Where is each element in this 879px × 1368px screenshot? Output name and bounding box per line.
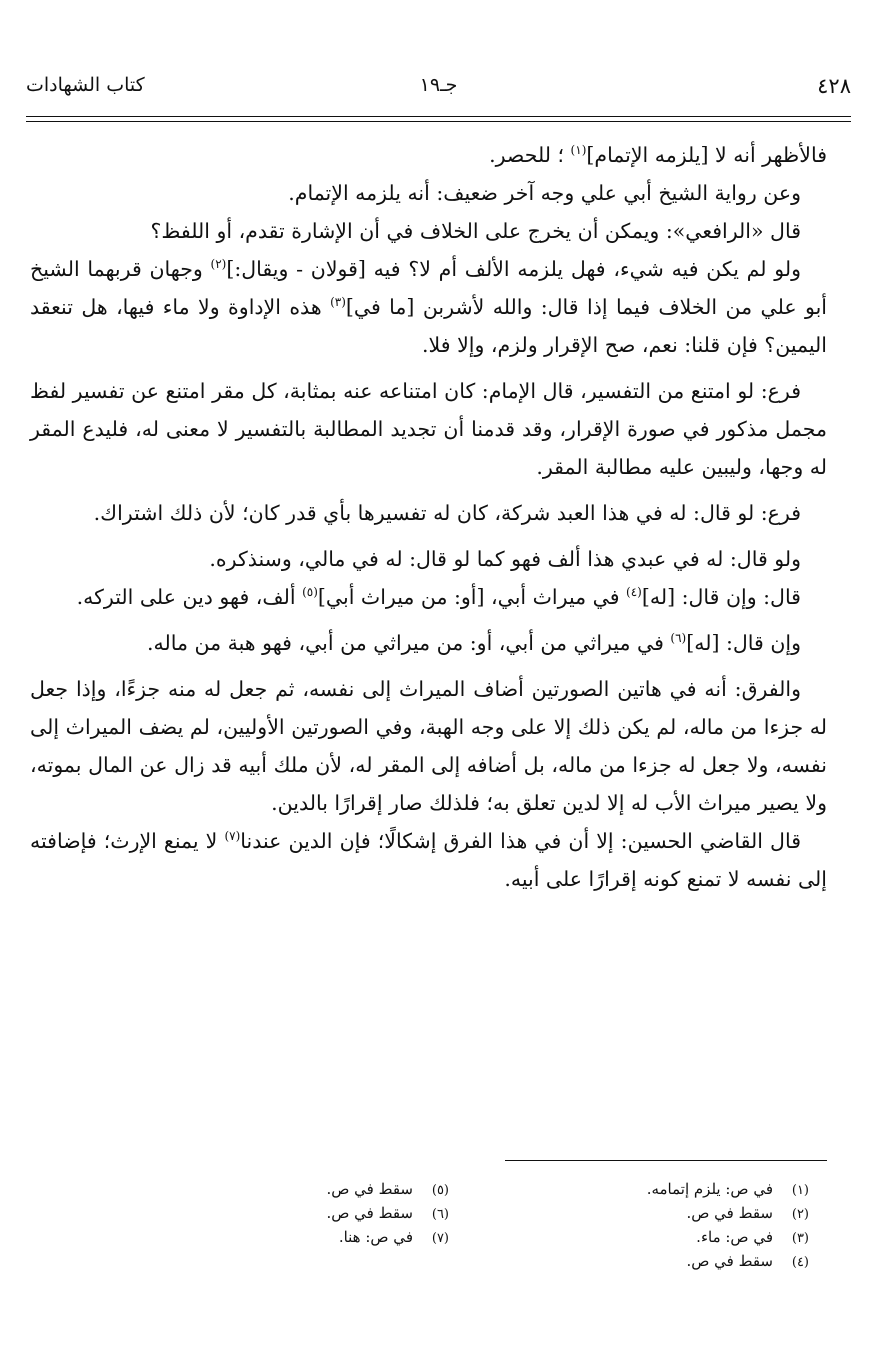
footnote bbox=[469, 1250, 809, 1274]
footnote-marker: (٦) bbox=[670, 631, 687, 646]
footnote-number: (١) bbox=[791, 1183, 809, 1198]
page-header bbox=[26, 70, 851, 106]
book-title: كتاب الشهادات bbox=[26, 74, 145, 96]
footnotes-column-right bbox=[469, 1178, 809, 1274]
paragraph: وعن رواية الشيخ أبي علي وجه آخر ضعيف: أنه يلزمه الإتمام. bbox=[288, 181, 801, 205]
page-number: ٤٢٨ bbox=[817, 74, 851, 98]
footnote-marker: (٥) bbox=[302, 585, 318, 600]
footnotes bbox=[60, 1178, 809, 1308]
paragraph: ولو لم يكن فيه شيء، فهل يلزمه الألف أم لا؟ فيه [قولان - ويقال:]$^{(٢)}$ وجهان قربهما الشيخ أبو علي من الخلاف فيما إذا قال: والله لأشربن [ما في]$^{(٣)}$ هذه الإداوة ولا ماء فيها، هل تنعقد اليمين؟ فإن قلنا: نعم، صح الإقرار ولزم، وإلا فلا. bbox=[30, 257, 828, 357]
paragraph: قال القاضي الحسين: إلا أن في هذا الفرق إشكالًا؛ فإن الدين عندنا$^{(٧)}$ لا يمنع الإرث؛ فإضافته إلى نفسه لا تمنع كونه إقرارًا على أبيه. bbox=[30, 829, 827, 891]
header-rule bbox=[26, 116, 851, 117]
footnote-marker: (٣) bbox=[330, 295, 346, 310]
footnote bbox=[109, 1226, 449, 1250]
footnote-number: (٧) bbox=[431, 1231, 449, 1246]
footnote-marker: (٤) bbox=[626, 585, 642, 600]
footnote-number: (٣) bbox=[791, 1231, 809, 1246]
footnote bbox=[469, 1178, 809, 1202]
footnote-number: (٦) bbox=[431, 1207, 449, 1222]
footnote-number: (٤) bbox=[791, 1255, 809, 1270]
footnote-text: سقط في ص. bbox=[686, 1204, 773, 1222]
footnote-text: سقط في ص. bbox=[686, 1252, 773, 1270]
paragraph: فالأظهر أنه لا [يلزمه الإتمام]$^{(١)}$ ؛ للحصر. bbox=[489, 143, 827, 167]
footnote-text: سقط في ص. bbox=[326, 1180, 413, 1198]
footnote-number: (٢) bbox=[791, 1207, 809, 1222]
footnote-marker: (١) bbox=[570, 143, 587, 158]
paragraph: فرع: لو امتنع من التفسير، قال الإمام: كان امتناعه عنه بمثابة، كل مقر امتنع عن تفسير لفظ مجمل مذكور في صورة الإقرار، وقد قدمنا أن تجديد المطالبة بالتفسير لا معنى له، فليدع المقر له وجها، وليبين عليه مطالبة المقر. bbox=[30, 379, 827, 479]
footnote bbox=[469, 1202, 809, 1226]
footnote bbox=[109, 1202, 449, 1226]
volume-label: جـ١٩ bbox=[419, 74, 458, 96]
paragraph: وإن قال: [له]$^{(٦)}$ في ميراثي من أبي، أو: من ميراثي من أبي، فهو هبة من ماله. bbox=[147, 631, 801, 655]
footnotes-column-left bbox=[109, 1178, 449, 1250]
paragraph: ولو قال: له في عبدي هذا ألف فهو كما لو قال: له في مالي، وسنذكره. bbox=[209, 547, 801, 571]
paragraph: قال «الرافعي»: ويمكن أن يخرج على الخلاف في أن الإشارة تقدم، أو اللفظ؟ bbox=[150, 219, 801, 243]
footnote-text: في ص: ماء. bbox=[696, 1228, 773, 1246]
footnote-text: في ص: يلزم إتمامه. bbox=[646, 1180, 773, 1198]
paragraph: قال: وإن قال: [له]$^{(٤)}$ في ميراث أبي، [أو: من ميراث أبي]$^{(٥)}$ ألف، فهو دين على التركه. bbox=[76, 585, 801, 609]
footnote-text: في ص: هنا. bbox=[338, 1228, 413, 1246]
footnote-separator bbox=[505, 1160, 827, 1161]
main-text bbox=[30, 136, 827, 898]
paragraph: فرع: لو قال: له في هذا العبد شركة، كان له تفسيرها بأي قدر كان؛ لأن ذلك اشتراك. bbox=[93, 501, 801, 525]
footnote-marker: (٧) bbox=[224, 829, 241, 844]
footnote bbox=[469, 1226, 809, 1250]
paragraph: والفرق: أنه في هاتين الصورتين أضاف الميراث إلى نفسه، ثم جعل له منه جزءًا، وإذا جعل له جزءا من ماله، لم يكن ذلك إلا على وجه الهبة، وفي الصورتين الأوليين، لم يضف الميراث إلى نفسه، ولا جعل له جزءا من ماله، بل أضافه إلى المقر له، لأن ملك أبيه قد زال عن المال بموته، ولا يصير ميراث الأب له إلا لدين تعلق به؛ فلذلك صار إقرارًا بالدين. bbox=[30, 677, 827, 815]
footnote-marker: (٢) bbox=[210, 257, 227, 272]
footnote-text: سقط في ص. bbox=[326, 1204, 413, 1222]
header-rule-thin bbox=[26, 121, 851, 122]
footnote-number: (٥) bbox=[431, 1183, 449, 1198]
footnote bbox=[109, 1178, 449, 1202]
